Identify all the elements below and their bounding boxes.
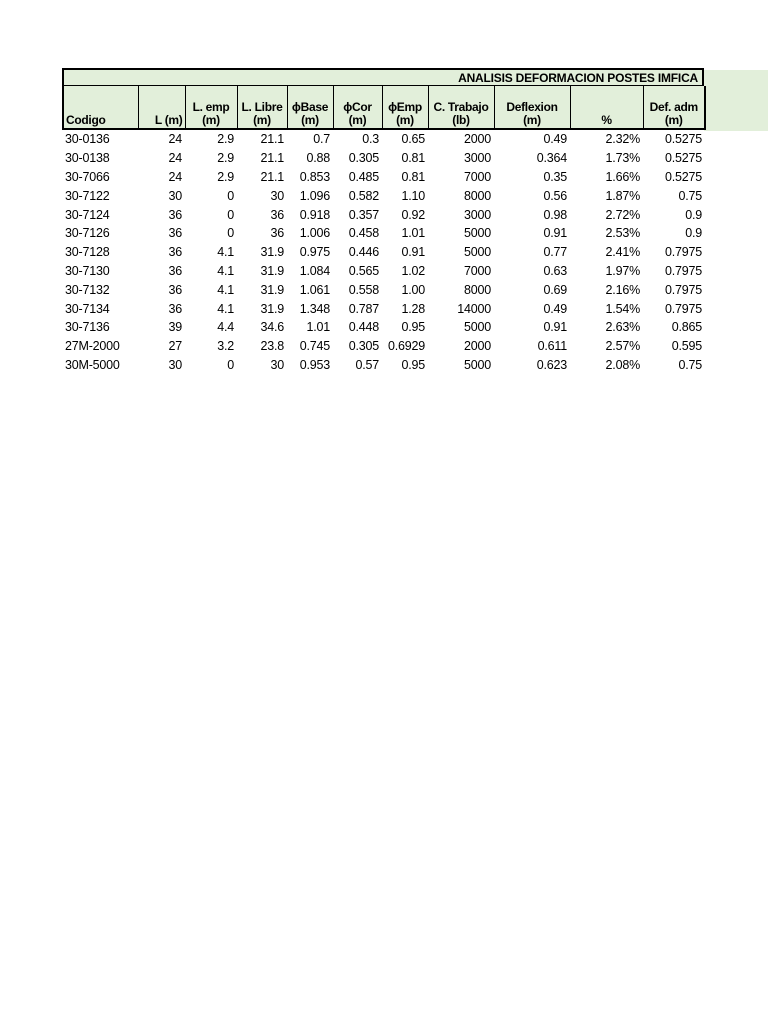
cell-l-emp: 4.1 [217, 245, 234, 260]
spreadsheet [62, 68, 704, 374]
cell-phi-emp: 1.02 [401, 263, 425, 278]
cell-deflexion: 0.98 [543, 207, 567, 222]
cell-deflexion: 0.364 [536, 151, 567, 166]
cell-l-libre: 21.1 [260, 169, 284, 184]
cell-l-libre: 30 [270, 188, 284, 203]
cell-percent: 2.41% [605, 245, 640, 260]
cell-l-emp: 0 [227, 357, 234, 372]
cell-codigo: 27M-2000 [65, 339, 120, 354]
table-row [63, 318, 705, 337]
column-header-l: L (m) [138, 86, 185, 129]
table-title-row [62, 68, 704, 86]
column-header-codigo: Codigo [63, 86, 138, 129]
cell-phi-base: 0.88 [306, 151, 330, 166]
table-row [63, 129, 705, 149]
cell-c-trabajo: 14000 [457, 301, 491, 316]
cell-deflexion: 0.35 [543, 169, 567, 184]
cell-phi-emp: 0.81 [401, 151, 425, 166]
cell-phi-base: 0.953 [299, 357, 330, 372]
column-header-def-adm: Def. adm (m) [643, 86, 705, 129]
cell-l: 30 [168, 357, 182, 372]
cell-c-trabajo: 7000 [463, 169, 491, 184]
cell-l-emp: 4.4 [217, 320, 234, 335]
table-row [63, 299, 705, 318]
cell-phi-emp: 0.92 [401, 207, 425, 222]
table-row [63, 168, 705, 187]
cell-codigo: 30-7128 [65, 245, 110, 260]
cell-def-adm: 0.5275 [664, 169, 702, 184]
cell-percent: 1.87% [605, 188, 640, 203]
cell-def-adm: 0.9 [685, 226, 702, 241]
cell-l: 36 [168, 226, 182, 241]
cell-c-trabajo: 5000 [463, 245, 491, 260]
cell-percent: 2.63% [605, 320, 640, 335]
cell-phi-cor: 0.458 [348, 226, 379, 241]
cell-l-emp: 4.1 [217, 282, 234, 297]
cell-percent: 1.66% [605, 169, 640, 184]
table-row [63, 205, 705, 224]
cell-deflexion: 0.49 [543, 132, 567, 147]
cell-percent: 1.73% [605, 151, 640, 166]
cell-deflexion: 0.77 [543, 245, 567, 260]
cell-codigo: 30-7130 [65, 263, 110, 278]
cell-l-libre: 21.1 [260, 132, 284, 147]
cell-def-adm: 0.75 [678, 357, 702, 372]
cell-def-adm: 0.9 [685, 207, 702, 222]
cell-l: 36 [168, 282, 182, 297]
cell-c-trabajo: 2000 [463, 132, 491, 147]
cell-def-adm: 0.7975 [664, 245, 702, 260]
cell-phi-cor: 0.57 [355, 357, 379, 372]
cell-percent: 2.08% [605, 357, 640, 372]
cell-phi-base: 1.006 [299, 226, 330, 241]
cell-l: 30 [168, 188, 182, 203]
cell-l: 24 [168, 169, 182, 184]
column-header-l-libre: L. Libre (m) [237, 86, 287, 129]
cell-deflexion: 0.69 [543, 282, 567, 297]
cell-l-emp: 0 [227, 188, 234, 203]
table-body [63, 129, 705, 374]
cell-c-trabajo: 3000 [463, 207, 491, 222]
header-row [63, 86, 705, 129]
cell-phi-base: 0.745 [299, 339, 330, 354]
table-row [63, 224, 705, 243]
cell-def-adm: 0.7975 [664, 263, 702, 278]
cell-phi-cor: 0.565 [348, 263, 379, 278]
cell-phi-emp: 0.95 [401, 357, 425, 372]
column-header-phi-emp: ϕEmp (m) [382, 86, 428, 129]
cell-phi-emp: 0.95 [401, 320, 425, 335]
cell-def-adm: 0.75 [678, 188, 702, 203]
cell-l-libre: 36 [270, 207, 284, 222]
cell-l-libre: 31.9 [260, 282, 284, 297]
table-row [63, 149, 705, 168]
cell-l-libre: 31.9 [260, 263, 284, 278]
column-header-c-trabajo: C. Trabajo (lb) [428, 86, 494, 129]
cell-phi-base: 0.975 [299, 245, 330, 260]
cell-phi-base: 1.061 [299, 282, 330, 297]
cell-phi-emp: 0.6929 [387, 339, 425, 354]
cell-l: 36 [168, 207, 182, 222]
cell-phi-cor: 0.305 [348, 151, 379, 166]
cell-phi-emp: 1.00 [401, 282, 425, 297]
cell-phi-cor: 0.485 [348, 169, 379, 184]
cell-l: 24 [168, 132, 182, 147]
cell-phi-base: 1.084 [299, 263, 330, 278]
cell-phi-cor: 0.787 [348, 301, 379, 316]
cell-codigo: 30-7126 [65, 226, 110, 241]
cell-phi-cor: 0.448 [348, 320, 379, 335]
cell-def-adm: 0.7975 [664, 282, 702, 297]
cell-phi-cor: 0.3 [362, 132, 379, 147]
cell-codigo: 30-0136 [65, 132, 110, 147]
cell-def-adm: 0.5275 [664, 132, 702, 147]
cell-percent: 2.32% [605, 132, 640, 147]
cell-c-trabajo: 5000 [463, 320, 491, 335]
cell-l-libre: 21.1 [260, 151, 284, 166]
cell-percent: 2.16% [605, 282, 640, 297]
cell-phi-base: 1.01 [306, 320, 330, 335]
cell-phi-base: 0.918 [299, 207, 330, 222]
cell-l-emp: 2.9 [217, 132, 234, 147]
cell-deflexion: 0.611 [537, 339, 567, 354]
column-header-l-emp: L. emp (m) [185, 86, 237, 129]
cell-phi-base: 1.096 [299, 188, 330, 203]
cell-phi-cor: 0.357 [348, 207, 379, 222]
column-header-phi-cor: ϕCor (m) [333, 86, 382, 129]
cell-l: 36 [168, 263, 182, 278]
cell-c-trabajo: 7000 [463, 263, 491, 278]
cell-l-libre: 34.6 [260, 320, 284, 335]
cell-codigo: 30-7066 [65, 169, 110, 184]
deformation-table [62, 86, 706, 374]
cell-deflexion: 0.91 [543, 226, 567, 241]
column-header-deflexion: Deflexion (m) [494, 86, 570, 129]
cell-l: 39 [168, 320, 182, 335]
cell-l-emp: 0 [227, 226, 234, 241]
cell-l-emp: 3.2 [217, 339, 234, 354]
cell-phi-cor: 0.558 [348, 282, 379, 297]
cell-phi-emp: 1.28 [401, 301, 425, 316]
cell-l-emp: 2.9 [217, 169, 234, 184]
cell-codigo: 30-7124 [65, 207, 110, 222]
cell-deflexion: 0.91 [543, 320, 567, 335]
cell-deflexion: 0.49 [543, 301, 567, 316]
cell-deflexion: 0.56 [543, 188, 567, 203]
cell-percent: 1.97% [605, 263, 640, 278]
cell-c-trabajo: 8000 [463, 282, 491, 297]
cell-phi-base: 1.348 [299, 301, 330, 316]
cell-l-emp: 4.1 [217, 263, 234, 278]
cell-percent: 2.57% [605, 339, 640, 354]
cell-c-trabajo: 2000 [463, 339, 491, 354]
header-fill-extension [704, 70, 768, 131]
cell-phi-emp: 1.10 [401, 188, 425, 203]
cell-def-adm: 0.865 [671, 320, 702, 335]
table-row [63, 337, 705, 356]
cell-codigo: 30-7132 [65, 282, 110, 297]
table-row [63, 280, 705, 299]
column-header-percent: % [570, 86, 643, 129]
cell-def-adm: 0.5275 [664, 151, 702, 166]
cell-l: 27 [168, 339, 182, 354]
cell-c-trabajo: 5000 [463, 357, 491, 372]
cell-l: 24 [168, 151, 182, 166]
cell-codigo: 30-7134 [65, 301, 110, 316]
cell-def-adm: 0.595 [671, 339, 702, 354]
cell-def-adm: 0.7975 [664, 301, 702, 316]
cell-deflexion: 0.63 [543, 263, 567, 278]
cell-percent: 2.53% [605, 226, 640, 241]
cell-c-trabajo: 3000 [463, 151, 491, 166]
cell-l: 36 [168, 245, 182, 260]
cell-percent: 1.54% [605, 301, 640, 316]
cell-l-libre: 31.9 [260, 245, 284, 260]
cell-l: 36 [168, 301, 182, 316]
cell-phi-emp: 0.81 [401, 169, 425, 184]
column-header-phi-base: ϕBase (m) [287, 86, 333, 129]
cell-codigo: 30M-5000 [65, 357, 120, 372]
table-row [63, 356, 705, 375]
cell-l-libre: 23.8 [260, 339, 284, 354]
cell-phi-base: 0.853 [299, 169, 330, 184]
cell-l-emp: 2.9 [217, 151, 234, 166]
cell-l-libre: 30 [270, 357, 284, 372]
cell-l-libre: 36 [270, 226, 284, 241]
cell-phi-base: 0.7 [313, 132, 330, 147]
cell-l-emp: 4.1 [217, 301, 234, 316]
cell-percent: 2.72% [605, 207, 640, 222]
table-title: ANALISIS DEFORMACION POSTES IMFICA [458, 71, 698, 85]
cell-phi-cor: 0.446 [348, 245, 379, 260]
cell-codigo: 30-0138 [65, 151, 110, 166]
table-row [63, 186, 705, 205]
cell-c-trabajo: 5000 [463, 226, 491, 241]
cell-phi-cor: 0.305 [348, 339, 379, 354]
cell-phi-emp: 0.65 [401, 132, 425, 147]
cell-codigo: 30-7136 [65, 320, 110, 335]
cell-phi-cor: 0.582 [348, 188, 379, 203]
table-row [63, 243, 705, 262]
cell-phi-emp: 1.01 [401, 226, 425, 241]
cell-l-libre: 31.9 [260, 301, 284, 316]
table-row [63, 262, 705, 281]
cell-l-emp: 0 [227, 207, 234, 222]
cell-deflexion: 0.623 [536, 357, 567, 372]
cell-c-trabajo: 8000 [463, 188, 491, 203]
cell-codigo: 30-7122 [65, 188, 110, 203]
cell-phi-emp: 0.91 [401, 245, 425, 260]
